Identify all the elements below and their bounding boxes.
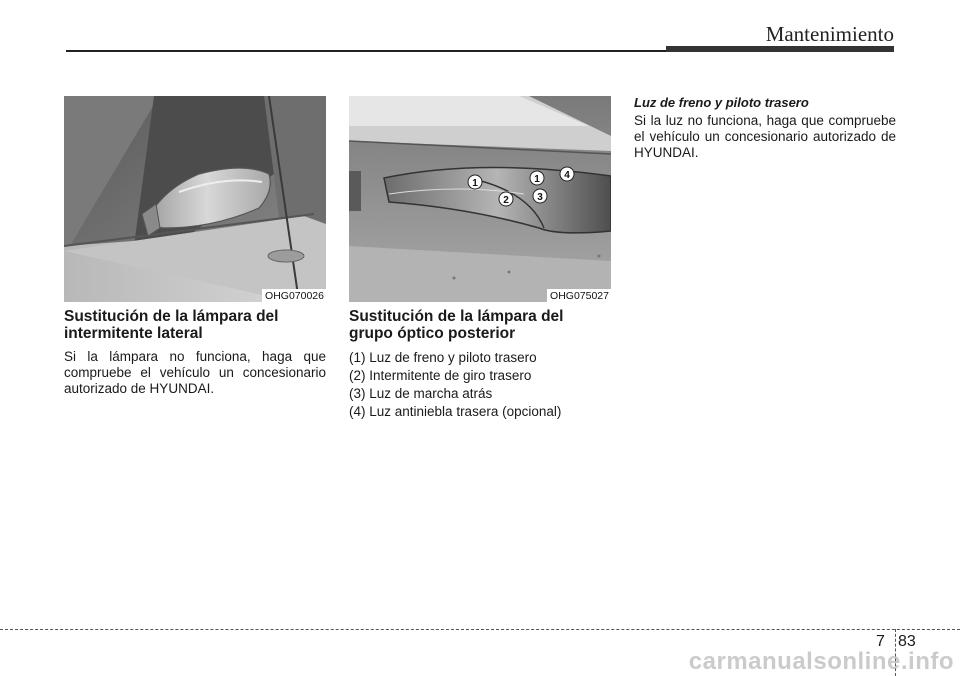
callout-4	[560, 167, 574, 181]
callout-3	[533, 189, 547, 203]
rear-lamp-illustration	[349, 96, 611, 302]
svg-text:3: 3	[537, 192, 543, 203]
figure-code-middle: OHG075027	[547, 289, 611, 302]
footer-rule	[0, 629, 960, 630]
header-rule	[66, 50, 666, 52]
column-side-turn-signal	[64, 308, 326, 397]
heading-side-turn-signal: Sustitución de la lámpara del intermitente lateral	[64, 308, 279, 342]
heading-rear-lamp: Sustitución de la lámpara del grupo óptico posterior	[349, 308, 564, 342]
rear-lamp-drawing	[349, 96, 611, 302]
svg-text:4: 4	[564, 170, 570, 181]
column-brake-light	[634, 95, 896, 161]
header-accent-bar	[666, 46, 894, 52]
paragraph-side-turn-signal: Si la lámpara no funciona, haga que compruebe el vehículo un concesionario autorizado de HYUNDAI.	[64, 349, 326, 396]
paragraph-brake-light: Si la luz no funciona, haga que compruebe el vehículo un concesionario autorizado de HYUNDAI.	[634, 113, 896, 160]
chapter-number: 7	[876, 633, 885, 650]
page-number: 83	[898, 633, 916, 650]
callout-2	[499, 192, 513, 206]
callout-1a	[468, 175, 482, 189]
subheading-brake-light: Luz de freno y piloto trasero	[634, 95, 809, 110]
side-mirror-illustration	[64, 96, 326, 302]
figure-code-left: OHG070026	[262, 289, 326, 302]
section-title: Mantenimiento	[765, 22, 894, 46]
svg-text:1: 1	[472, 178, 478, 189]
list-item-2: (2) Intermitente de giro trasero	[349, 368, 532, 383]
side-mirror-drawing	[64, 96, 326, 302]
svg-text:2: 2	[503, 195, 509, 206]
column-rear-lamp	[349, 308, 611, 421]
list-item-4: (4) Luz antiniebla trasera (opcional)	[349, 404, 562, 419]
watermark: carmanualsonline.info	[688, 648, 954, 675]
callout-1b	[530, 171, 544, 185]
svg-text:1: 1	[534, 174, 540, 185]
list-item-1: (1) Luz de freno y piloto trasero	[349, 350, 537, 365]
list-item-3: (3) Luz de marcha atrás	[349, 386, 493, 401]
